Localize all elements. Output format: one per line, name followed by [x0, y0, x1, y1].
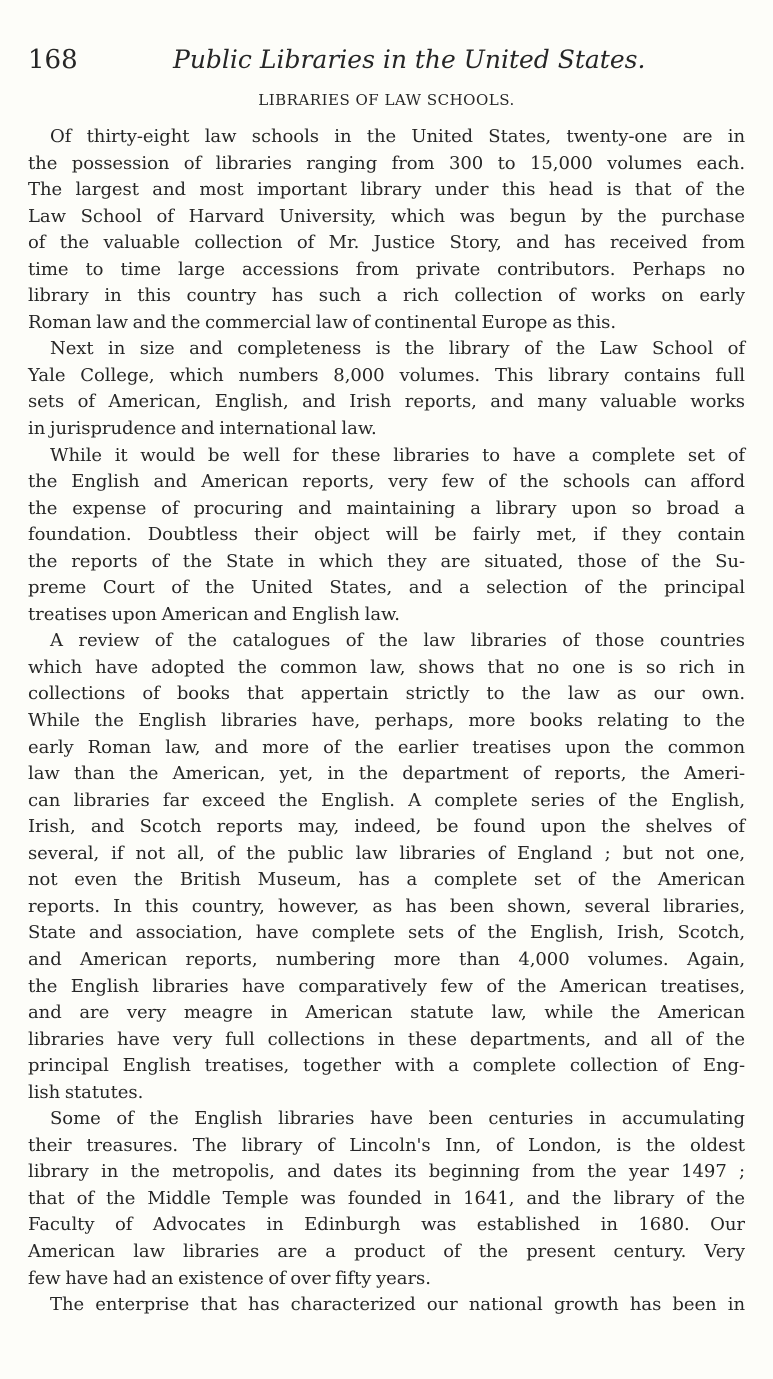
text-line: State and association, have complete sets of the English, Irish, Scotch, — [28, 922, 745, 944]
text-line: treatises upon American and English law. — [28, 603, 400, 625]
text-line: and American reports, numbering more than 4,000 volumes. Again, — [28, 948, 745, 970]
text-line: While the English libraries have, perhaps, more books relating to the — [28, 710, 745, 732]
text-line: several, if not all, of the public law libraries of England ; but not one, — [28, 842, 745, 864]
text-line: Roman law and the commercial law of continental Europe as this. — [28, 311, 617, 333]
text-line: A review of the catalogues of the law libraries of those countries — [50, 630, 745, 652]
text-line: library in this country has such a rich collection of works on early — [28, 285, 745, 307]
text-line: which have adopted the common law, shows that no one is so rich in — [28, 656, 745, 678]
text-line: foundation. Doubtless their object will be fairly met, if they contain — [28, 524, 745, 546]
text-line: law than the American, yet, in the department of reports, the Ameri- — [28, 763, 745, 785]
text-line: Faculty of Advocates in Edinburgh was established in 1680. Our — [28, 1214, 745, 1236]
text-line: their treasures. The library of Lincoln's Inn, of London, is the oldest — [28, 1134, 745, 1156]
text-line: few have had an existence of over fifty years. — [28, 1267, 431, 1289]
text-line: libraries have very full collections in these departments, and all of the — [28, 1028, 745, 1050]
text-line: can libraries far exceed the English. A complete series of the English, — [28, 789, 745, 811]
text-line: principal English treatises, together with a complete collection of Eng- — [28, 1055, 745, 1077]
text-line: collections of books that appertain strictly to the law as our own. — [28, 683, 745, 705]
text-line: the English and American reports, very few of the schools can afford — [28, 471, 745, 493]
text-line: the possession of libraries ranging from 300 to 15,000 volumes each. — [28, 152, 745, 174]
text-line: While it would be well for these libraries to have a complete set of — [50, 444, 745, 466]
text-line: library in the metropolis, and dates its beginning from the year 1497 ; — [28, 1161, 745, 1183]
text-line: Some of the English libraries have been centuries in accumulating — [50, 1108, 745, 1130]
text-line: reports. In this country, however, as has been shown, several libraries, — [28, 895, 745, 917]
text-line: Law School of Harvard University, which was begun by the purchase — [28, 205, 745, 227]
text-line: in jurisprudence and international law. — [28, 418, 377, 440]
running-title: Public Libraries in the United States. — [173, 45, 646, 74]
text-line: Next in size and completeness is the library of the Law School of — [50, 338, 745, 360]
text-line: preme Court of the United States, and a selection of the principal — [28, 577, 745, 599]
running-head — [28, 40, 745, 80]
text-line: Irish, and Scotch reports may, indeed, be found upon the shelves of — [28, 816, 745, 838]
text-line: the English libraries have comparatively few of the American treatises, — [28, 975, 745, 997]
text-line: sets of American, English, and Irish reports, and many valuable works — [28, 391, 745, 413]
text-line: of the valuable collection of Mr. Justice Story, and has received from — [28, 232, 745, 254]
text-line: early Roman law, and more of the earlier treatises upon the common — [28, 736, 745, 758]
page-number: 168 — [28, 45, 78, 75]
text-line: the expense of procuring and maintaining a library upon so broad a — [28, 497, 745, 519]
text-line: Yale College, which numbers 8,000 volumes. This library contains full — [28, 364, 745, 386]
text-line: Of thirty-eight law schools in the United States, twenty-one are in — [50, 126, 745, 147]
text-line: The enterprise that has characterized our national growth has been in — [50, 1294, 745, 1316]
body-text — [28, 124, 745, 1319]
text-line: The largest and most important library under this head is that of the — [28, 179, 745, 201]
text-line: time to time large accessions from private contributors. Perhaps no — [28, 258, 745, 280]
section-heading: LIBRARIES OF LAW SCHOOLS. — [258, 91, 515, 109]
text-line: and are very meagre in American statute law, while the American — [28, 1002, 745, 1024]
text-line: American law libraries are a product of the present century. Very — [28, 1240, 745, 1262]
text-line: not even the British Museum, has a complete set of the American — [28, 869, 745, 891]
text-line: that of the Middle Temple was founded in 1641, and the library of the — [28, 1187, 745, 1209]
text-line: the reports of the State in which they are situated, those of the Su- — [28, 550, 745, 572]
text-line: lish statutes. — [28, 1081, 144, 1103]
